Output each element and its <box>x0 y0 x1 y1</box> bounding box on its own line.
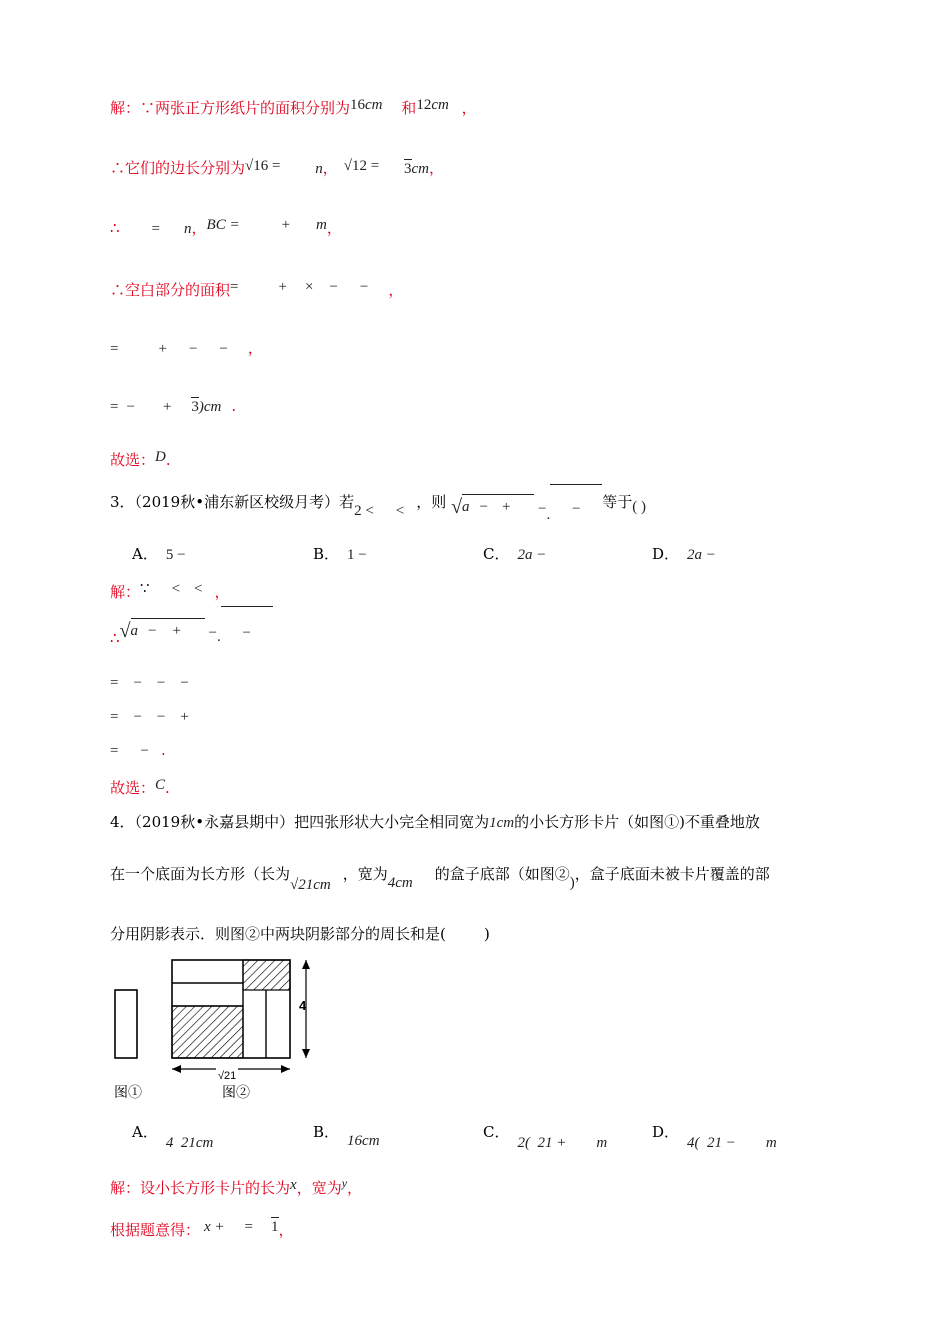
text: 解： <box>110 583 141 601</box>
q2-sol-line-2 <box>110 158 444 179</box>
text: （2019秋•浦东新区校级月考）若 <box>134 493 355 511</box>
fig2-label: 图② <box>222 1084 250 1100</box>
math: n <box>184 221 192 237</box>
math: < <box>395 503 405 519</box>
text: ， <box>429 159 445 177</box>
text: ，宽为 <box>296 1179 342 1197</box>
option-label: A． <box>132 545 158 563</box>
text: ， <box>247 339 263 357</box>
option-label: A． <box>132 1123 158 1141</box>
q3-sol-line-4 <box>110 706 189 727</box>
q3-sol-line-5 <box>110 740 166 761</box>
text: . <box>160 741 166 759</box>
math: = − − − <box>110 675 189 691</box>
fig2-width-label: √21 <box>216 1066 238 1086</box>
math: 4cm <box>387 875 413 891</box>
q4-sol-line-1 <box>110 1178 362 1199</box>
math: √16 = <box>245 158 281 174</box>
text: ， <box>388 281 404 299</box>
math: − <box>208 625 217 641</box>
math: a <box>462 499 470 515</box>
fig2-shade-top-right <box>243 960 290 990</box>
option-label: B． <box>313 545 340 563</box>
q4-option-b <box>313 1122 380 1149</box>
q3-option-c <box>483 544 546 565</box>
text: ， <box>278 1221 294 1239</box>
text: ， <box>326 219 342 237</box>
text: 故选： <box>110 779 156 797</box>
text: 和 <box>401 99 417 117</box>
math: n <box>315 161 323 177</box>
q4-option-a <box>132 1122 214 1151</box>
math: BC = <box>206 217 240 233</box>
math: y <box>341 1176 348 1190</box>
math: = <box>110 743 119 759</box>
text: ， <box>347 1179 363 1197</box>
text: ， <box>214 583 230 601</box>
text: （2019秋•永嘉县期中）把四张形状大小完全相同宽为 <box>134 813 490 831</box>
math: < <box>171 581 181 597</box>
text: ∴ <box>110 629 120 647</box>
q4-option-c <box>483 1122 608 1151</box>
q4-option-d <box>652 1122 777 1151</box>
math: m <box>316 217 327 233</box>
q3-sol-line-3 <box>110 672 189 693</box>
math: − <box>140 743 149 759</box>
text: 分用阴影表示．则图②中两块阴影部分的周长和是( ) <box>110 925 490 943</box>
text: ，宽为 <box>342 865 388 883</box>
q2-sol-line-5 <box>110 338 263 359</box>
math: = − − + <box>110 709 189 725</box>
math: cm <box>411 161 429 177</box>
math: = <box>244 1219 254 1235</box>
text: ，则 <box>416 493 447 511</box>
option-label: C． <box>483 545 510 563</box>
option-value: 5 − <box>165 547 186 563</box>
option-value: 2a − <box>517 547 547 563</box>
math: = <box>230 279 239 295</box>
q3-option-d <box>652 544 716 565</box>
math: + <box>278 279 287 295</box>
text: ， <box>322 159 338 177</box>
q3-sol-line-2: ∴√a − + −. − <box>110 620 273 643</box>
option-value: 4 21cm <box>165 1135 214 1151</box>
option-value: 16cm <box>347 1133 380 1149</box>
text: . <box>165 779 170 797</box>
math: )cm <box>198 399 222 415</box>
math: − <box>329 279 338 295</box>
q4-stem-line-3 <box>110 924 490 944</box>
math: − <box>572 501 581 517</box>
math: − <box>538 501 547 517</box>
question-number: 3． <box>110 493 135 511</box>
text: 解：∵两张正方形纸片的面积分别为 <box>110 99 351 117</box>
math: x <box>290 1177 297 1193</box>
q3-option-b <box>313 544 367 565</box>
option-label: D． <box>652 545 680 563</box>
math: . <box>546 507 551 523</box>
math: 12 <box>416 97 432 113</box>
text: 的小长方形卡片（如图①)不重叠地放 <box>514 813 760 831</box>
text: 等于 <box>602 493 633 511</box>
q4-stem-line-1 <box>110 812 760 833</box>
math: √21cm <box>290 877 331 893</box>
option-value: 2( 21 + m <box>517 1135 608 1151</box>
text: ， <box>191 219 207 237</box>
math: x + <box>204 1219 225 1235</box>
text: 故选： <box>110 451 156 469</box>
math: + <box>172 623 181 639</box>
math: ∵ <box>140 581 150 597</box>
q3-option-a <box>132 544 186 565</box>
math: 1 <box>271 1219 279 1235</box>
math: − <box>359 279 369 295</box>
text: 的盒子底部（如图② <box>434 865 570 883</box>
math: = <box>151 221 161 237</box>
math: − <box>242 625 251 641</box>
q3-answer <box>110 778 170 799</box>
fig2-shade-bottom-left <box>172 1006 243 1058</box>
math: − <box>148 623 157 639</box>
math: 3 <box>404 161 412 177</box>
q3-stem <box>110 490 647 523</box>
q3-expr: √a − + −. − <box>451 496 602 519</box>
text: ∴ <box>110 219 120 237</box>
math: − <box>188 341 198 357</box>
text: ， <box>461 99 477 117</box>
text: . <box>165 451 171 469</box>
math: < <box>194 581 203 597</box>
text: ∴空白部分的面积 <box>110 281 231 299</box>
q2-sol-line-1 <box>110 98 477 119</box>
math: − <box>126 399 135 415</box>
q3-sol-line-1 <box>110 582 230 603</box>
fig2-height-label: 4 <box>299 998 307 1013</box>
option-value: 1 − <box>347 547 367 563</box>
text: ∴它们的边长分别为 <box>110 159 246 177</box>
math: 2 < <box>354 503 374 519</box>
math: = <box>110 399 119 415</box>
text: 根据题意得： <box>110 1221 201 1239</box>
math: + <box>502 499 511 515</box>
q4-stem-line-2 <box>110 864 770 893</box>
text: 解：设小长方形卡片的长为 <box>110 1179 291 1197</box>
math: a <box>130 623 139 639</box>
math: √12 = <box>343 158 380 174</box>
answer-blank: ( ) <box>632 499 647 515</box>
math: cm <box>431 97 449 113</box>
math: + <box>281 217 291 233</box>
math: × <box>304 279 314 295</box>
option-label: B． <box>313 1123 340 1141</box>
math: − <box>479 499 489 515</box>
math: 1cm <box>489 815 515 831</box>
math: 3 <box>191 399 199 415</box>
q2-answer <box>110 450 171 471</box>
math: cm <box>365 97 383 113</box>
q2-sol-line-6 <box>110 396 236 417</box>
math: + <box>158 341 167 357</box>
math: = <box>110 341 119 357</box>
q2-sol-line-4 <box>110 280 403 301</box>
q2-sol-line-3 <box>110 218 342 239</box>
option-label: D． <box>652 1123 680 1141</box>
math: ) <box>569 875 575 891</box>
option-value: 2a − <box>687 547 716 563</box>
q4-sol-line-2 <box>110 1220 294 1241</box>
option-label: C． <box>483 1123 510 1141</box>
text: ，盒子底面未被卡片覆盖的部 <box>574 865 770 883</box>
math: . <box>217 629 221 645</box>
math: 16 <box>350 97 366 113</box>
fig1-card <box>115 990 137 1058</box>
text: . <box>231 397 237 415</box>
answer-letter: C <box>155 777 166 793</box>
text: 在一个底面为长方形（长为 <box>110 865 291 883</box>
math: + <box>162 399 172 415</box>
math: − <box>219 341 228 357</box>
answer-letter: D <box>155 449 166 465</box>
fig1-label: 图① <box>114 1084 142 1100</box>
option-value: 4( 21 − m <box>687 1135 777 1151</box>
question-number: 4． <box>110 813 135 831</box>
